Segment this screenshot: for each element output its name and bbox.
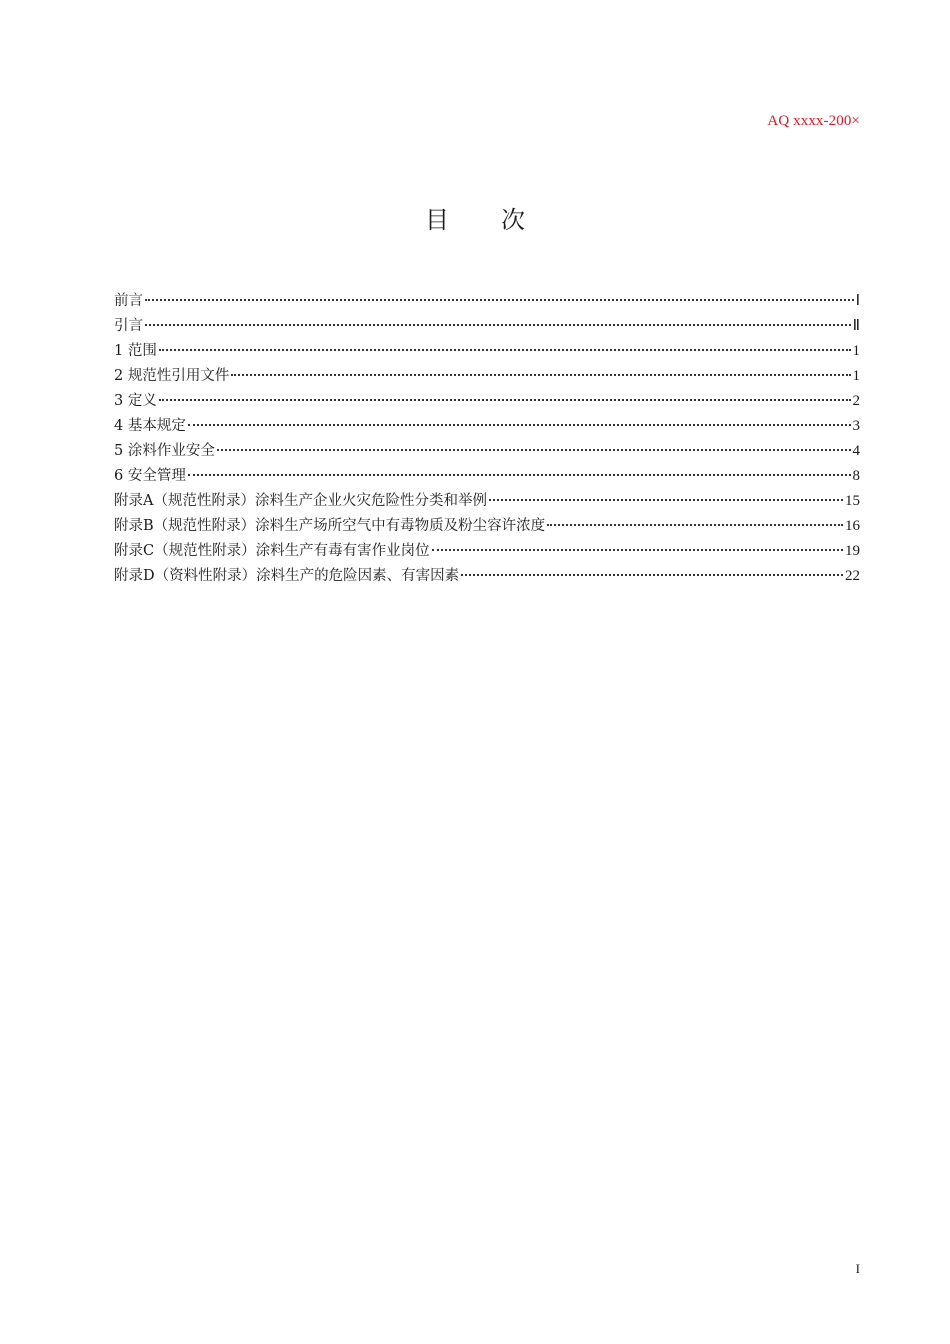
toc-title	[0, 200, 950, 235]
toc-entry-page: 1	[852, 368, 860, 384]
toc-entry-page: 22	[845, 568, 860, 584]
toc-entry-appendix-c[interactable]	[114, 539, 860, 564]
dot-leader	[547, 524, 843, 526]
toc-entry-safety-management[interactable]	[114, 464, 860, 489]
toc-entry-page: Ⅰ	[855, 293, 860, 309]
standard-code: AQ xxxx-200×	[767, 113, 860, 129]
toc-title-char-1: 目	[425, 206, 449, 234]
toc-entry-label: 2 规范性引用文件	[114, 368, 230, 384]
toc-entry-label: 引言	[114, 318, 143, 334]
dot-leader	[489, 499, 843, 501]
toc-entry-basic-provisions[interactable]	[114, 414, 860, 439]
dot-leader	[432, 549, 843, 551]
toc-entry-label: 3 定义	[114, 393, 157, 409]
toc-entry-label: 前言	[114, 293, 143, 309]
toc-entry-label: 附录B（规范性附录）涂料生产场所空气中有毒物质及粉尘容许浓度	[114, 518, 546, 534]
toc-entry-page: 3	[852, 418, 860, 434]
toc-entry-introduction[interactable]	[114, 314, 860, 339]
toc-entry-coating-operation-safety[interactable]	[114, 439, 860, 464]
toc-entry-label: 附录A（规范性附录）涂料生产企业火灾危险性分类和举例	[114, 493, 487, 509]
toc-entry-definitions[interactable]	[114, 389, 860, 414]
dot-leader	[159, 399, 851, 401]
toc-entry-appendix-a[interactable]	[114, 489, 860, 514]
toc-entry-label: 6 安全管理	[114, 468, 186, 484]
dot-leader	[231, 374, 850, 376]
toc-entry-page: 15	[845, 493, 860, 509]
toc-entry-label: 4 基本规定	[114, 418, 186, 434]
toc-entry-label: 1 范围	[114, 343, 157, 359]
toc-entry-foreword[interactable]	[114, 289, 860, 314]
toc-title-char-2: 次	[501, 206, 525, 234]
dot-leader	[461, 574, 843, 576]
dot-leader	[145, 324, 851, 326]
toc-entry-appendix-d[interactable]	[114, 564, 860, 589]
toc-entry-page: 2	[852, 393, 860, 409]
dot-leader	[188, 474, 851, 476]
toc-entry-page: 19	[845, 543, 860, 559]
dot-leader	[217, 449, 851, 451]
toc-entry-page: 8	[852, 468, 860, 484]
table-of-contents	[114, 289, 860, 589]
toc-entry-label: 5 涂料作业安全	[114, 443, 215, 459]
dot-leader	[188, 424, 851, 426]
dot-leader	[145, 299, 854, 301]
toc-entry-page: 16	[845, 518, 860, 534]
toc-entry-label: 附录C（规范性附录）涂料生产有毒有害作业岗位	[114, 543, 430, 559]
dot-leader	[159, 349, 851, 351]
toc-entry-appendix-b[interactable]	[114, 514, 860, 539]
toc-entry-page: 1	[852, 343, 860, 359]
toc-entry-page: 4	[852, 443, 860, 459]
page-number: I	[855, 1261, 860, 1276]
toc-entry-scope[interactable]	[114, 339, 860, 364]
toc-entry-label: 附录D（资料性附录）涂料生产的危险因素、有害因素	[114, 568, 460, 584]
toc-entry-normative-references[interactable]	[114, 364, 860, 389]
toc-entry-page: Ⅱ	[852, 318, 860, 334]
